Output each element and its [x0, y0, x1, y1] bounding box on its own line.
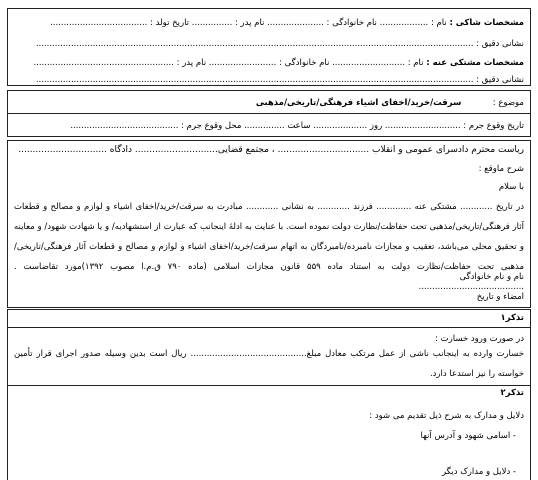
- sharh-label: شرح ماوقع :: [478, 164, 524, 174]
- notes-box: [7, 309, 531, 480]
- note2-item-documents: - دلایل و مدارک دیگر: [441, 467, 516, 477]
- note1-body: خسارت وارده به اینجانب ناشی از عمل مرتکب معادل مبلغ........................................... ریال است بدین وسیله صدور اجرای قرار تأمین خواسته را نیز استدعا دارد.: [14, 349, 524, 379]
- complainant-label: مشخصات شاکی :: [449, 18, 524, 28]
- complainant-name-line: [14, 17, 524, 29]
- note2-item-witnesses: - اسامی شهود و آدرس آنها: [420, 431, 516, 441]
- note1-title: تذکر۱: [500, 313, 524, 323]
- salam-text: با سلام: [498, 182, 524, 192]
- petition-body: در تاریخ ............ مشتکی عنه ............. فرزند ............ به نشانی ............ مبادرت به سرقت/خرید/اخفای اشیاء و لوازم و مصالح و قطعات آثار فرهنگی/تاریخی/مذهبی تحت حفاظت/نظارت دولت نموده است. با عنایت به ادلهٔ اینجانب که عبارت از استشهادیه/ و یا شهادت شهود/ و معاینه و تحقیق محلی می‌باشد، تعقیب و مجازات نامبرده/نامبردگان به اتهام سرقت/خرید/اخفای اشیاء و لوازم و مصالح و قطعات آثار فرهنگی/تاریخی/مذهبی تحت حفاظت/نظارت دولت به استناد ماده ۵۵۹ قانون مجازات اسلامی (ماده ۷۹۰ ق.م.ا مصوب ۱۳۹۲)مورد تقاضاست . .......................................: [14, 202, 524, 292]
- note1-intro: در صورت ورود خسارت :: [435, 334, 524, 344]
- petition-box: [7, 140, 531, 308]
- subject-divider: [8, 113, 530, 114]
- note1-divider: [8, 327, 530, 328]
- note2-divider: [8, 385, 530, 386]
- subject-value: سرقت/خرید/اخفای اشیاء فرهنگی/تاریخی/مذهبی: [255, 98, 462, 108]
- court-address-line: ریاست محترم دادسرای عمومی و انقلاب ................................ ، مجتمع قضایی............................. دادگاه ...............................: [18, 145, 524, 155]
- note2-title: تذکر۲: [500, 388, 524, 398]
- complainant-fields: نام : .................. نام خانوادگی : ..................... نام پدر : ............... تاریخ تولد : ....................................: [50, 18, 447, 28]
- crime-date-line: تاریخ وقوع جرم : ............................ روز .................... ساعت ............... محل وقوع جرم : ........................................: [70, 121, 524, 131]
- signature-label: امضاء و تاریخ: [476, 292, 524, 302]
- subject-box: [7, 90, 531, 137]
- subject-line: [14, 97, 524, 109]
- defendant-name-line: [14, 57, 524, 69]
- signer-name-label: نام و نام خانوادگی: [459, 272, 524, 282]
- defendant-fields: نام : ........................... نام خانوادگی : ......................... نام پدر : ....................................................: [33, 58, 424, 68]
- parties-box: [7, 8, 531, 86]
- subject-label: موضوع :: [492, 98, 524, 108]
- complainant-address: نشانی دقیق : ..................................................................................................................................................................: [35, 39, 524, 49]
- note2-intro: دلایل و مدارک به شرح ذیل تقدیم می شود :: [369, 411, 524, 421]
- defendant-label: مشخصات مشتکی عنه :: [426, 58, 524, 68]
- defendant-address: نشانی دقیق : ..................................................................................................................................................................: [35, 75, 524, 85]
